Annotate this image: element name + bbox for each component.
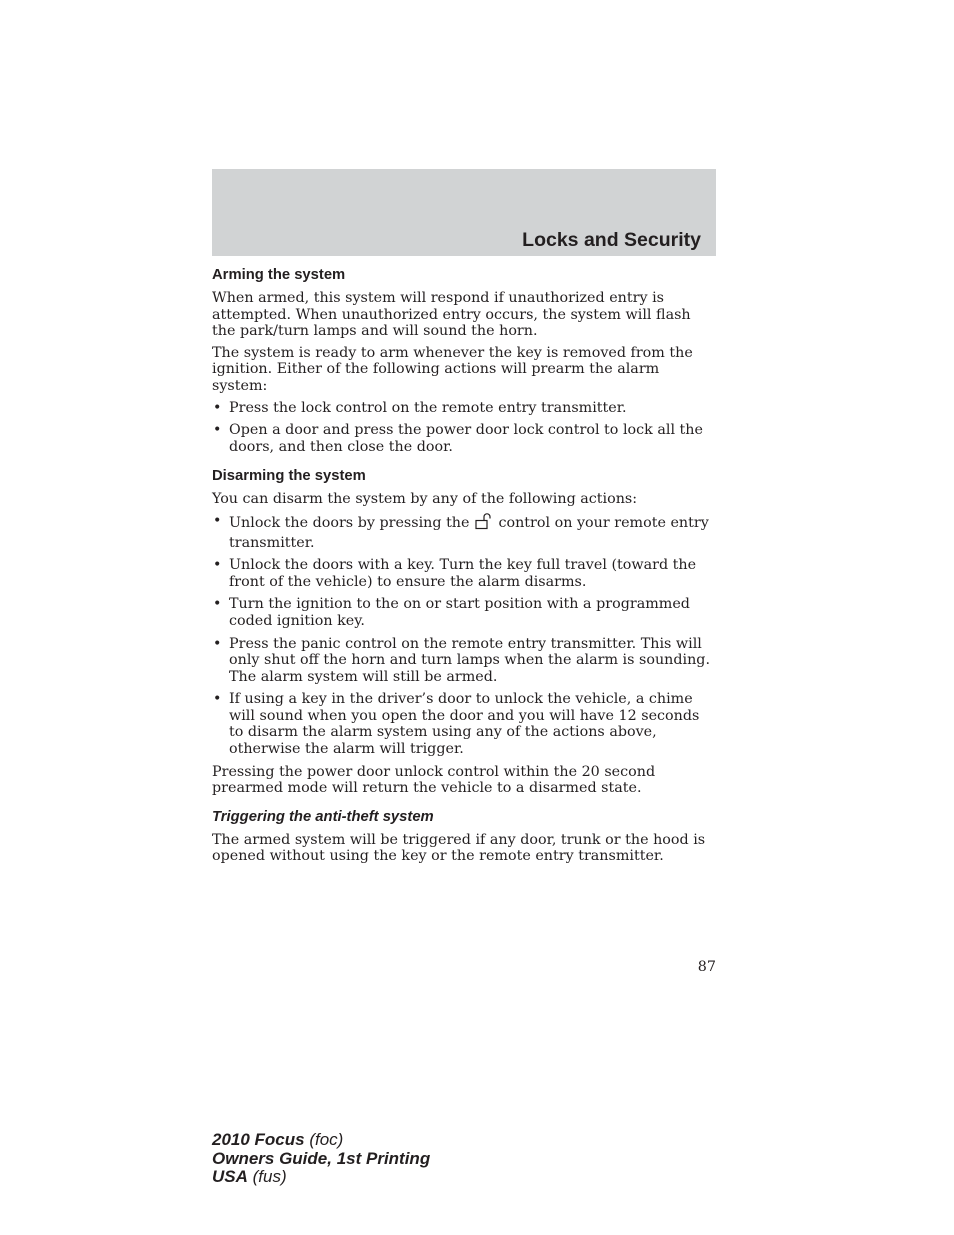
footer-market: USA	[212, 1167, 248, 1186]
page-number: 87	[697, 959, 716, 975]
page-content	[212, 266, 716, 870]
bullet-text-after-icon: control on your remote entry transmitter.	[229, 514, 709, 551]
footer-edition-info	[212, 1131, 430, 1187]
arming-paragraph-2: The system is ready to arm whenever the key is removed from the ignition. Either of the following actions will prearm the alarm system:	[212, 344, 693, 394]
list-item: • Press the panic control on the remote entry transmitter. This will only shut off the horn and turn lamps when the alarm is sounding. The alarm system will still be armed.	[212, 636, 716, 686]
list-item: • Open a door and press the power door lock control to lock all the doors, and then close the door.	[212, 422, 716, 455]
footer-line-market	[212, 1168, 430, 1187]
disarming-intro: You can disarm the system by any of the following actions:	[212, 491, 638, 508]
list-item: • Turn the ignition to the on or start position with a programmed coded ignition key.	[212, 596, 716, 629]
unlock-icon	[474, 513, 491, 535]
footer-model: 2010 Focus	[212, 1130, 305, 1149]
list-item	[212, 513, 716, 551]
footer-market-code: (fus)	[247, 1167, 287, 1186]
heading-triggering: Triggering the anti-theft system	[212, 808, 434, 825]
footer-model-code: (foc)	[304, 1130, 344, 1149]
section-title: Locks and Security	[522, 229, 701, 251]
disarming-bullet-list	[212, 513, 716, 758]
footer-line-model	[212, 1131, 430, 1150]
bullet-text-before-icon: Unlock the doors by pressing the	[229, 514, 470, 531]
triggering-paragraph: The armed system will be triggered if any door, trunk or the hood is opened without using the key or the remote entry transmitter.	[212, 831, 706, 865]
heading-arming: Arming the system	[212, 267, 346, 283]
list-item: • If using a key in the driver’s door to unlock the vehicle, a chime will sound when you open the door and you will have 12 seconds to disarm the alarm system using any of the actions above, otherwise the alarm will trigger.	[212, 691, 716, 757]
section-header-band	[212, 169, 716, 256]
arming-paragraph-1: When armed, this system will respond if unauthorized entry is attempted. When unauthorized entry occurs, the system will flash the park/turn lamps and will sound the horn.	[212, 290, 691, 340]
list-item: • Unlock the doors with a key. Turn the key full travel (toward the front of the vehicle) to ensure the alarm disarms.	[212, 557, 716, 590]
disarming-closing: Pressing the power door unlock control within the 20 second prearmed mode will return the vehicle to a disarmed state.	[212, 763, 656, 797]
heading-disarming: Disarming the system	[212, 468, 366, 485]
footer-printing: Owners Guide, 1st Printing	[212, 1148, 431, 1168]
arming-bullet-list	[212, 400, 716, 456]
list-item: • Press the lock control on the remote entry transmitter.	[212, 400, 716, 417]
